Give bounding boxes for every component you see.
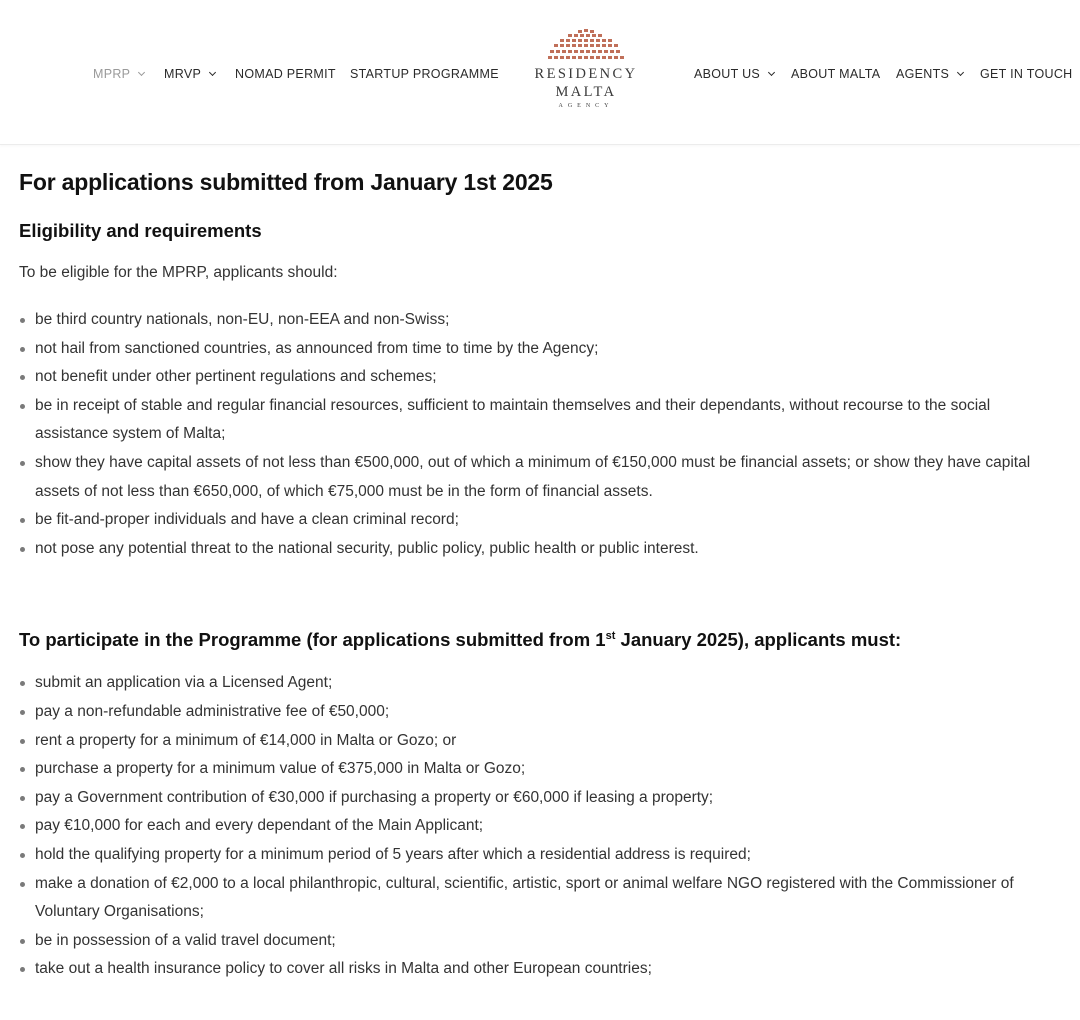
- nav-item-startup-programme[interactable]: [350, 67, 499, 81]
- participate-heading-post: January 2025), applicants must:: [615, 629, 902, 651]
- list-item: not hail from sanctioned countries, as announced from time to time by the Agency;: [19, 335, 1064, 364]
- nav-item-nomad-permit[interactable]: [235, 67, 336, 81]
- site-logo[interactable]: [530, 28, 642, 109]
- nav-item-label: GET IN TOUCH: [980, 67, 1073, 81]
- eligibility-heading: Eligibility and requirements: [19, 220, 262, 241]
- nav-item-label: STARTUP PROGRAMME: [350, 67, 499, 81]
- participate-heading-pre: To participate in the Programme (for applications submitted from 1: [19, 629, 606, 651]
- logo-text-malta: MALTA: [555, 84, 617, 100]
- nav-item-about-us[interactable]: [694, 67, 774, 81]
- nav-item-label: MRVP: [164, 67, 202, 81]
- list-item: be fit-and-proper individuals and have a clean criminal record;: [19, 506, 1064, 535]
- list-item: not pose any potential threat to the national security, public policy, public health or public interest.: [19, 535, 1064, 564]
- eligibility-intro: To be eligible for the MPRP, applicants should:: [19, 264, 338, 281]
- list-item: make a donation of €2,000 to a local philanthropic, cultural, scientific, artistic, sport or animal welfare NGO registered with the Commissioner of Voluntary Organisations;: [19, 870, 1064, 927]
- nav-item-label: AGENTS: [896, 67, 950, 81]
- nav-item-label: MPRP: [93, 67, 131, 81]
- chevron-down-icon: [138, 69, 145, 76]
- nav-item-label: ABOUT US: [694, 67, 761, 81]
- main-content: [19, 145, 1064, 984]
- nav-item-get-in-touch[interactable]: [980, 67, 1073, 81]
- site-header: [0, 0, 1080, 145]
- list-item: pay €10,000 for each and every dependant of the Main Applicant;: [19, 812, 1064, 841]
- list-item: take out a health insurance policy to cover all risks in Malta and other European countries;: [19, 955, 1064, 984]
- list-item: show they have capital assets of not less than €500,000, out of which a minimum of €150,000 must be financial assets; or show they have capital assets of not less than €650,000, of which €75,000 must be in the form of financial assets.: [19, 449, 1064, 506]
- nav-item-label: ABOUT MALTA: [791, 67, 881, 81]
- nav-item-about-malta[interactable]: [791, 67, 880, 81]
- list-item: be third country nationals, non-EU, non-EEA and non-Swiss;: [19, 306, 1064, 335]
- logo-text-residency: RESIDENCY: [534, 66, 638, 82]
- page-title: For applications submitted from January 1st 2025: [19, 169, 553, 195]
- logo-mosaic-icon: [544, 28, 628, 62]
- chevron-down-icon: [957, 69, 964, 76]
- list-item: pay a Government contribution of €30,000 if purchasing a property or €60,000 if leasing a property;: [19, 784, 1064, 813]
- list-item: hold the qualifying property for a minimum period of 5 years after which a residential address is required;: [19, 841, 1064, 870]
- participate-list: [19, 669, 1064, 984]
- list-item: purchase a property for a minimum value of €375,000 in Malta or Gozo;: [19, 755, 1064, 784]
- nav-item-mrvp[interactable]: [164, 67, 215, 81]
- eligibility-list: [19, 306, 1064, 563]
- logo-text-agency: AGENCY: [558, 103, 614, 109]
- nav-item-mprp[interactable]: [93, 67, 144, 81]
- list-item: pay a non-refundable administrative fee of €50,000;: [19, 698, 1064, 727]
- list-item: be in possession of a valid travel document;: [19, 927, 1064, 956]
- list-item: not benefit under other pertinent regulations and schemes;: [19, 363, 1064, 392]
- chevron-down-icon: [209, 69, 216, 76]
- participate-heading: [19, 629, 1064, 651]
- list-item: be in receipt of stable and regular financial resources, sufficient to maintain themselves and their dependants, without recourse to the social assistance system of Malta;: [19, 392, 1064, 449]
- list-item: submit an application via a Licensed Agent;: [19, 669, 1064, 698]
- chevron-down-icon: [768, 69, 775, 76]
- nav-item-agents[interactable]: [896, 67, 963, 81]
- list-item: rent a property for a minimum of €14,000 in Malta or Gozo; or: [19, 727, 1064, 756]
- participate-heading-sup: st: [605, 630, 616, 643]
- nav-item-label: NOMAD PERMIT: [235, 67, 336, 81]
